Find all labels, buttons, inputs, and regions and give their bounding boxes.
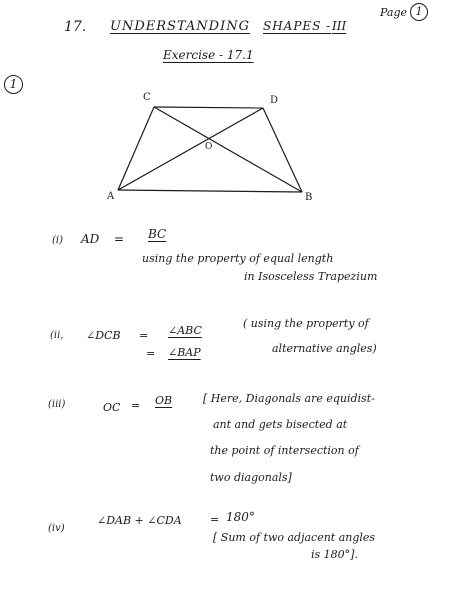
answer-ii-eq1: = xyxy=(139,329,149,342)
side-db xyxy=(263,108,302,192)
answer-ii-lhs: ∠DCB xyxy=(86,329,121,342)
answer-ii-eq2: = xyxy=(146,347,156,360)
vertex-label-b: B xyxy=(305,192,313,203)
answer-i-eq: = xyxy=(114,232,125,246)
chapter-title: UNDERSTANDING xyxy=(110,19,250,34)
answer-iv-reason-1: [ Sum of two adjacent angles xyxy=(213,531,376,544)
answer-iv-marker: (iv) xyxy=(48,523,65,534)
answer-i-marker: (i) xyxy=(52,235,64,246)
diagonal-cb xyxy=(154,107,302,192)
vertex-label-d: D xyxy=(270,95,279,106)
vertex-label-o: O xyxy=(205,142,213,152)
vertex-label-c: C xyxy=(143,92,151,103)
answer-iii-rhs: OB xyxy=(155,394,173,407)
diagonal-ab-d xyxy=(118,108,263,190)
side-cd xyxy=(154,107,263,108)
answer-ii-rhs1: ∠ABC xyxy=(168,324,202,337)
chapter-shapes: SHAPES - xyxy=(263,19,332,33)
answer-iv-lhs: ∠DAB + ∠CDA xyxy=(97,514,182,527)
answer-iii-marker: (iii) xyxy=(48,399,66,410)
side-ca xyxy=(118,107,154,190)
answer-iii-lhs: OC xyxy=(103,401,121,414)
vertex-label-a: A xyxy=(107,191,115,202)
answer-iii-reason-2: ant and gets bisected at xyxy=(213,418,348,431)
page-number: 1 xyxy=(410,3,428,21)
answer-i-reason-1: using the property of equal length xyxy=(142,252,334,265)
question-number: 1 xyxy=(4,75,23,94)
answer-ii-rhs2: ∠BAP xyxy=(168,346,201,359)
answer-iii-reason-1: [ Here, Diagonals are equidist- xyxy=(203,392,375,405)
answer-i-lhs: AD xyxy=(81,232,100,246)
answer-iii-eq: = xyxy=(131,399,141,412)
answer-ii-note-1: ( using the property of xyxy=(243,317,369,330)
answer-iv-rhs: 180° xyxy=(226,510,255,524)
answer-i-rhs: BC xyxy=(148,227,167,241)
exercise-title: Exercise - 17.1 xyxy=(163,48,254,62)
answer-iv-reason-2: is 180°]. xyxy=(311,548,358,561)
answer-iv-eq: = xyxy=(210,513,220,526)
answer-ii-marker: (ii, xyxy=(50,330,64,341)
answer-iii-reason-3: the point of intersection of xyxy=(210,444,359,457)
answer-ii-note-2: alternative angles) xyxy=(272,342,377,355)
chapter-roman: III xyxy=(332,19,347,33)
page-label: Page xyxy=(380,6,408,19)
side-ab xyxy=(118,190,302,192)
answer-iii-reason-4: two diagonals] xyxy=(210,471,292,484)
chapter-number: 17. xyxy=(64,19,87,35)
answer-i-reason-2: in Isosceless Trapezium xyxy=(244,270,378,283)
